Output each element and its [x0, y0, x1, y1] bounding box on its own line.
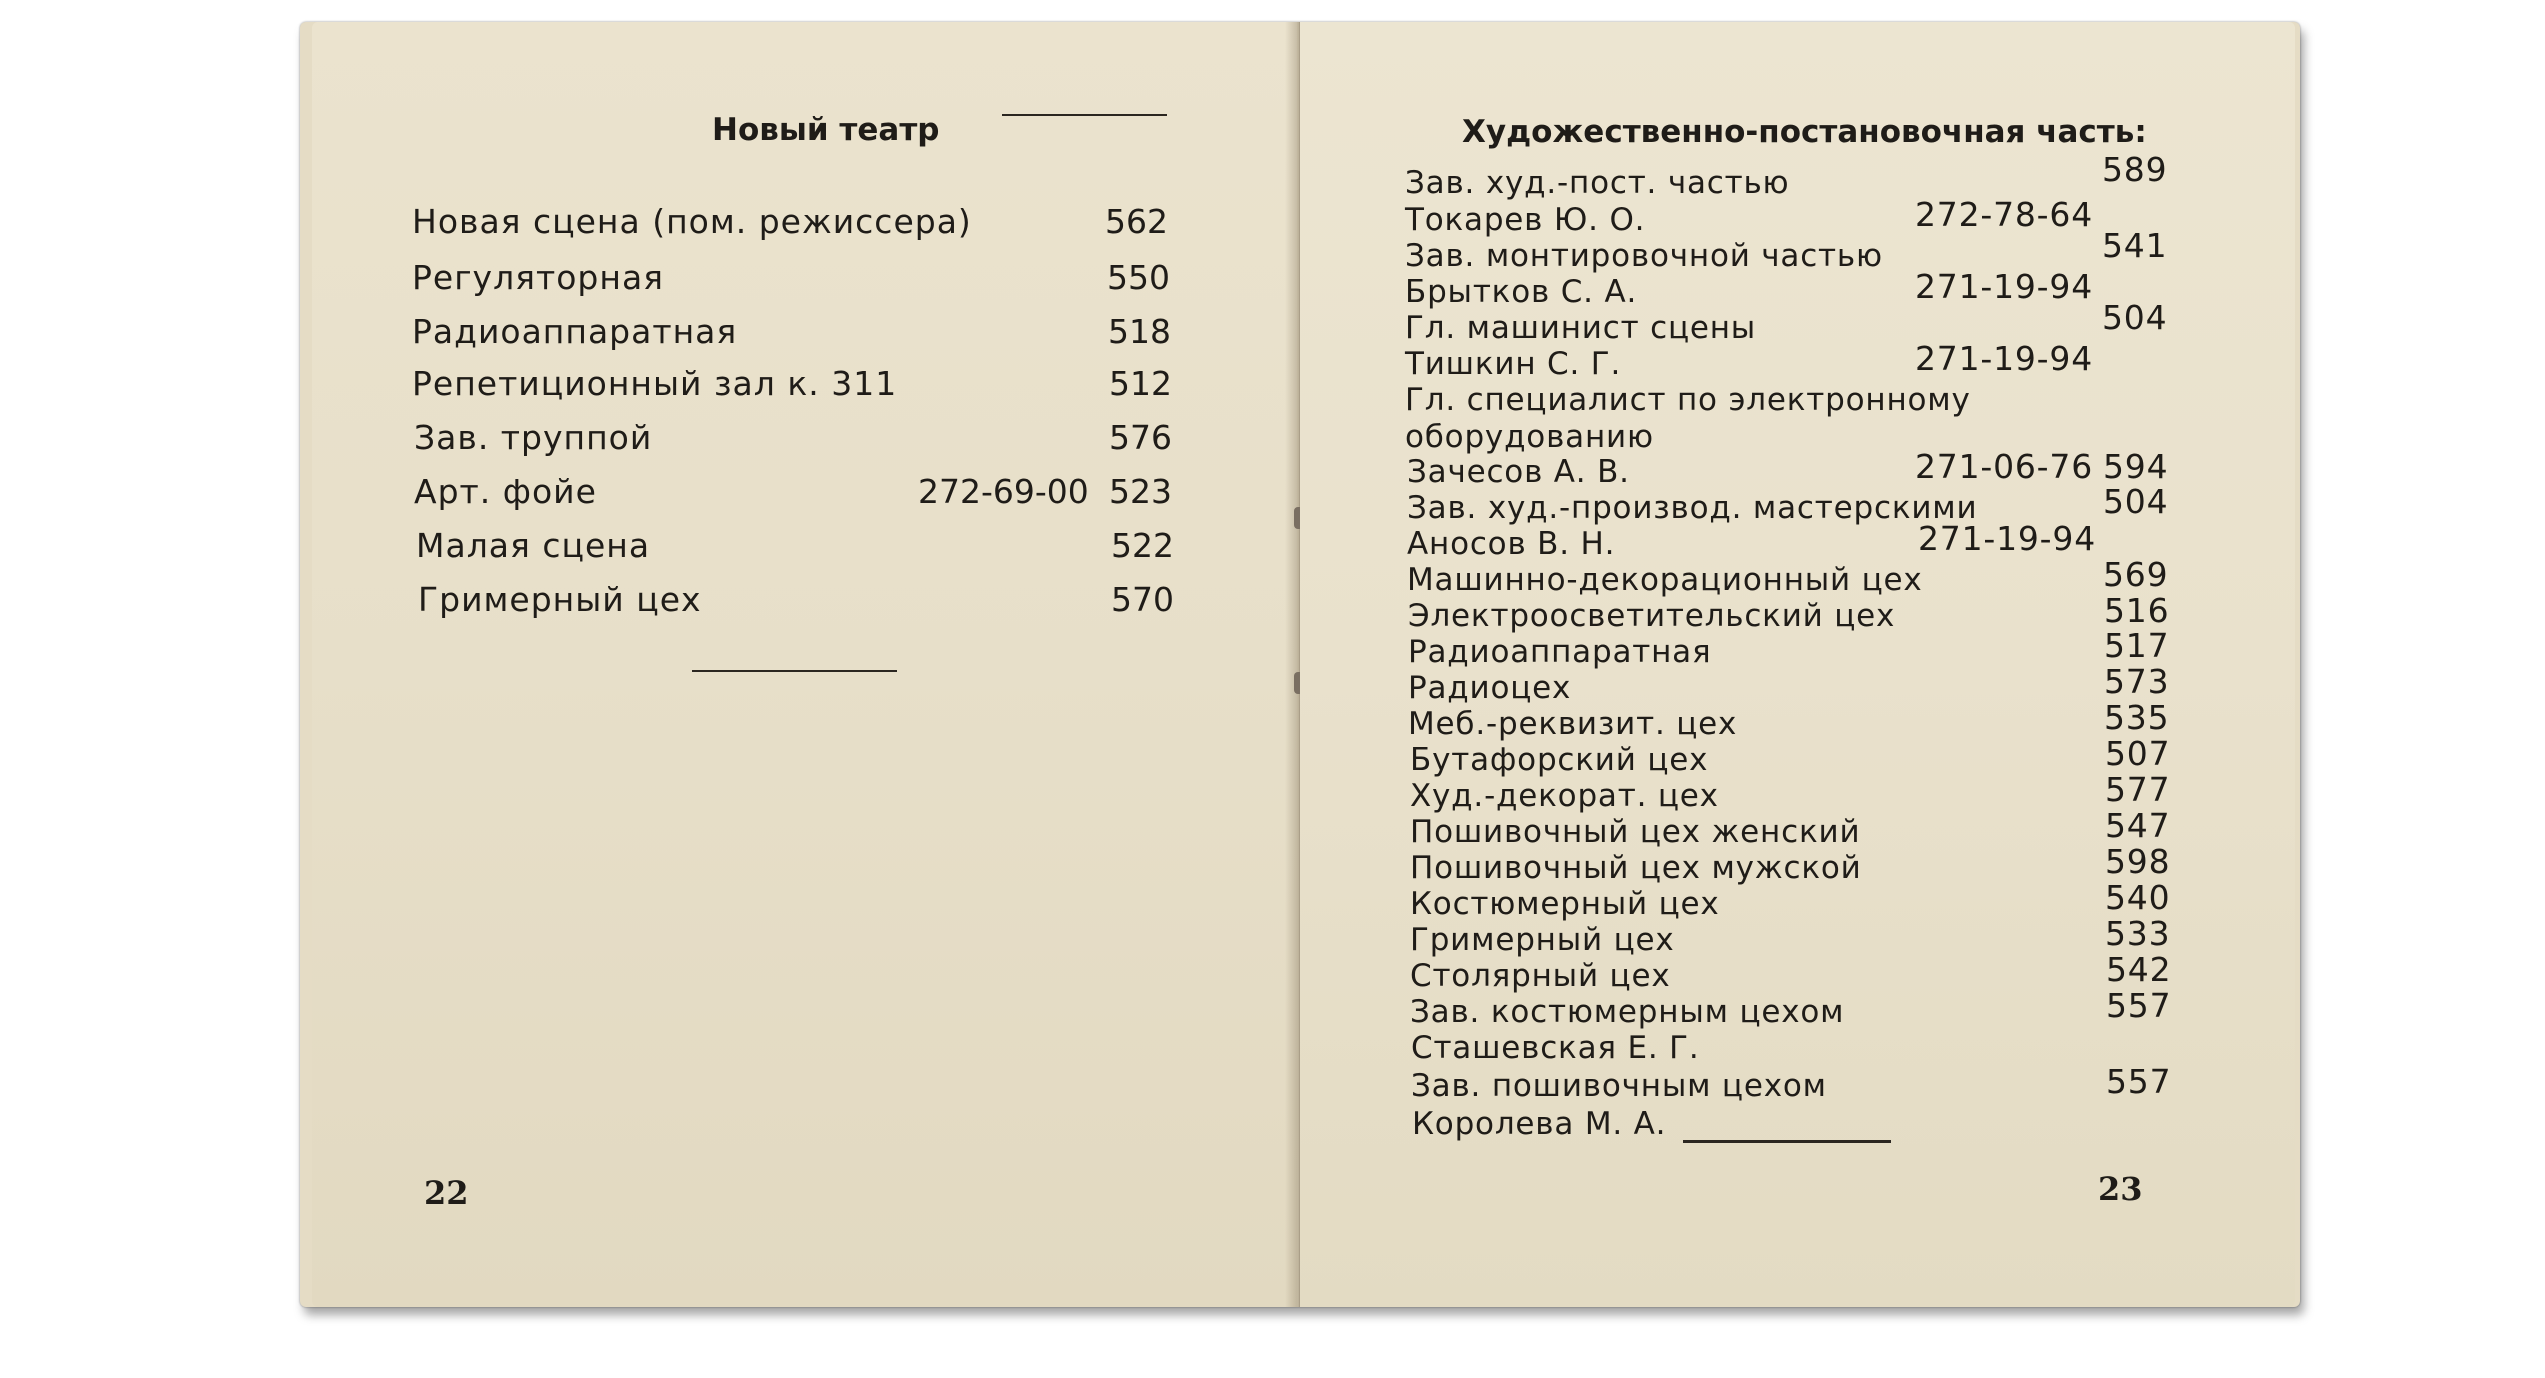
entry-ext: 516 [2104, 591, 2170, 630]
entry-ext: 594 [2103, 447, 2169, 486]
entry-text: Зав. худ.-производ. мастерскими [1407, 490, 1978, 526]
entry-name: Новая сцена (пом. режиссера) [412, 202, 972, 241]
entry-text: Брытков С. А. [1405, 274, 1638, 310]
entry-text: Бутафорский цех [1410, 742, 1709, 778]
entry-text: Гримерный цех [1410, 922, 1675, 958]
entry-phone: 272-69-00 [918, 472, 1089, 511]
entry-ext: 547 [2105, 806, 2171, 845]
entry-text: Худ.-декорат. цех [1410, 778, 1719, 814]
entry-text: Костюмерный цех [1410, 886, 1720, 922]
entry-text: Пошивочный цех мужской [1410, 850, 1862, 886]
entry-text: Гл. машинист сцены [1405, 310, 1757, 346]
entry-text: Машинно-декорационный цех [1407, 562, 1923, 598]
entry-text: Электроосветительский цех [1408, 598, 1896, 634]
entry-text: Сташевская Е. Г. [1411, 1030, 1700, 1066]
entry-ext: 541 [2102, 226, 2168, 265]
entry-ext: 517 [2104, 626, 2170, 665]
page-number: 23 [2098, 1170, 2143, 1208]
left-heading: Новый театр [712, 112, 940, 148]
entry-text: Зав. худ.-пост. частью [1405, 165, 1790, 201]
left-page [312, 22, 1297, 1307]
entry-text: Зав. пошивочным цехом [1411, 1068, 1827, 1104]
entry-ext: 569 [2103, 555, 2169, 594]
entry-ext: 535 [2104, 698, 2170, 737]
entry-ext: 542 [2106, 950, 2172, 989]
entry-ext: 570 [1111, 580, 1174, 619]
entry-name: Радиоаппаратная [412, 312, 738, 351]
entry-text: Радиоаппаратная [1408, 634, 1712, 670]
right-heading: Художественно-постановочная часть: [1462, 114, 2147, 150]
entry-phone: 271-19-94 [1915, 267, 2093, 306]
entry-phone: 271-06-76 [1915, 447, 2093, 486]
entry-name: Гримерный цех [418, 580, 702, 619]
entry-text: Тишкин С. Г. [1405, 346, 1622, 382]
top-rule [1002, 114, 1167, 116]
page-number: 22 [424, 1174, 469, 1212]
entry-ext: 518 [1108, 312, 1171, 351]
entry-text: Токарев Ю. О. [1405, 202, 1646, 238]
section-divider [692, 670, 897, 672]
entry-ext: 589 [2102, 150, 2168, 189]
entry-text: Аносов В. Н. [1407, 526, 1616, 562]
entry-ext: 598 [2105, 842, 2171, 881]
entry-name: Регуляторная [412, 258, 665, 297]
entry-text: Пошивочный цех женский [1410, 814, 1861, 850]
entry-ext: 573 [2104, 662, 2170, 701]
entry-text: Зачесов А. В. [1407, 454, 1630, 490]
entry-ext: 512 [1109, 364, 1172, 403]
entry-ext: 504 [2102, 298, 2168, 337]
entry-text: Зав. монтировочной частью [1405, 238, 1883, 274]
entry-ext: 577 [2105, 770, 2171, 809]
entry-ext: 523 [1109, 472, 1172, 511]
entry-ext: 557 [2106, 1062, 2172, 1101]
entry-text: Радиоцех [1408, 670, 1572, 706]
entry-text: Столярный цех [1410, 958, 1671, 994]
entry-phone: 272-78-64 [1915, 195, 2093, 234]
entry-text: Меб.-реквизит. цех [1408, 706, 1738, 742]
entry-name: Репетиционный зал к. 311 [412, 364, 898, 403]
entry-text: оборудованию [1405, 419, 1654, 455]
right-page [1300, 22, 2295, 1307]
entry-ext: 522 [1111, 526, 1174, 565]
entry-ext: 576 [1109, 418, 1172, 457]
entry-phone: 271-19-94 [1918, 519, 2096, 558]
entry-text: Гл. специалист по электронному [1405, 382, 1971, 418]
booklet [300, 22, 2300, 1307]
entry-ext: 507 [2105, 734, 2171, 773]
section-divider [1683, 1140, 1891, 1143]
entry-text: Зав. костюмерным цехом [1410, 994, 1845, 1030]
entry-ext: 533 [2105, 914, 2171, 953]
entry-ext: 550 [1107, 258, 1170, 297]
entry-ext: 504 [2103, 482, 2169, 521]
entry-text: Королева М. А. [1412, 1106, 1667, 1142]
entry-name: Арт. фойе [414, 472, 597, 511]
entry-ext: 540 [2105, 878, 2171, 917]
entry-name: Малая сцена [416, 526, 651, 565]
entry-name: Зав. труппой [414, 418, 653, 457]
entry-phone: 271-19-94 [1915, 339, 2093, 378]
entry-ext: 562 [1105, 202, 1168, 241]
entry-ext: 557 [2106, 986, 2172, 1025]
